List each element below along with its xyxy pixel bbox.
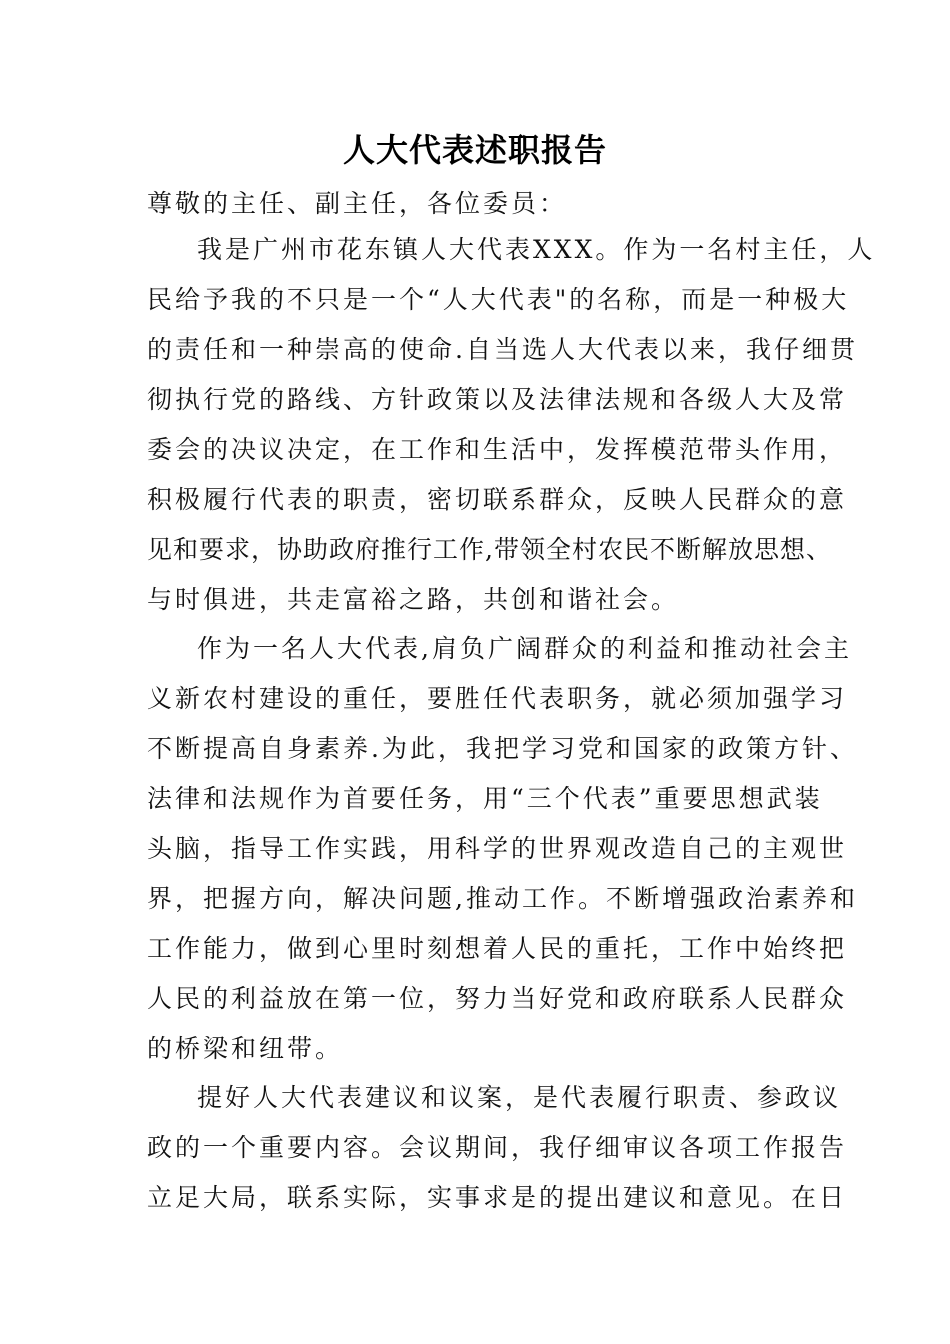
document-title: 人大代表述职报告	[342, 131, 607, 169]
paragraph-2-line: 工作能力，做到心里时刻想着人民的重托，工作中始终把	[147, 934, 848, 963]
paragraph-2-line: 人民的利益放在第一位，努力当好党和政府联系人民群众	[147, 984, 848, 1013]
paragraph-3-line: 提好人大代表建议和议案，是代表履行职责、参政议	[197, 1083, 842, 1112]
salutation: 尊敬的主任、副主任，各位委员：	[147, 189, 568, 218]
paragraph-2-line: 不断提高自身素养.为此，我把学习党和国家的政策方针、	[147, 734, 858, 763]
paragraph-1-line: 见和要求，协助政府推行工作,带领全村农民不断解放思想、	[147, 535, 832, 564]
paragraph-2-line: 头脑，指导工作实践，用科学的世界观改造自己的主观世	[147, 834, 848, 863]
paragraph-1-line: 民给予我的不只是一个“人大代表"的名称，而是一种极大	[147, 285, 850, 314]
paragraph-2-line: 义新农村建设的重任，要胜任代表职务，就必须加强学习	[147, 684, 848, 713]
paragraph-2-line: 的桥梁和纽带。	[147, 1034, 344, 1063]
paragraph-2-line: 界，把握方向，解决问题,推动工作。不断增强政治素养和	[147, 884, 858, 913]
paragraph-3-line: 政的一个重要内容。会议期间，我仔细审议各项工作报告	[147, 1133, 848, 1162]
paragraph-1-line: 我是广州市花东镇人大代表XXX。作为一名村主任，人	[197, 235, 876, 264]
paragraph-1-line: 彻执行党的路线、方针政策以及法律法规和各级人大及常	[147, 385, 848, 414]
paragraph-1-line: 与时俱进，共走富裕之路，共创和谐社会。	[147, 585, 680, 614]
paragraph-2-line: 作为一名人大代表,肩负广阔群众的利益和推动社会主	[197, 634, 852, 663]
paragraph-1-line: 的责任和一种崇高的使命.自当选人大代表以来，我仔细贯	[147, 335, 858, 364]
paragraph-2-line: 法律和法规作为首要任务，用“三个代表”重要思想武装	[147, 784, 823, 813]
paragraph-3-line: 立足大局，联系实际，实事求是的提出建议和意见。在日	[147, 1183, 848, 1212]
paragraph-1-line: 委会的决议决定，在工作和生活中，发挥模范带头作用，	[147, 435, 848, 464]
paragraph-1-line: 积极履行代表的职责，密切联系群众，反映人民群众的意	[147, 485, 848, 514]
